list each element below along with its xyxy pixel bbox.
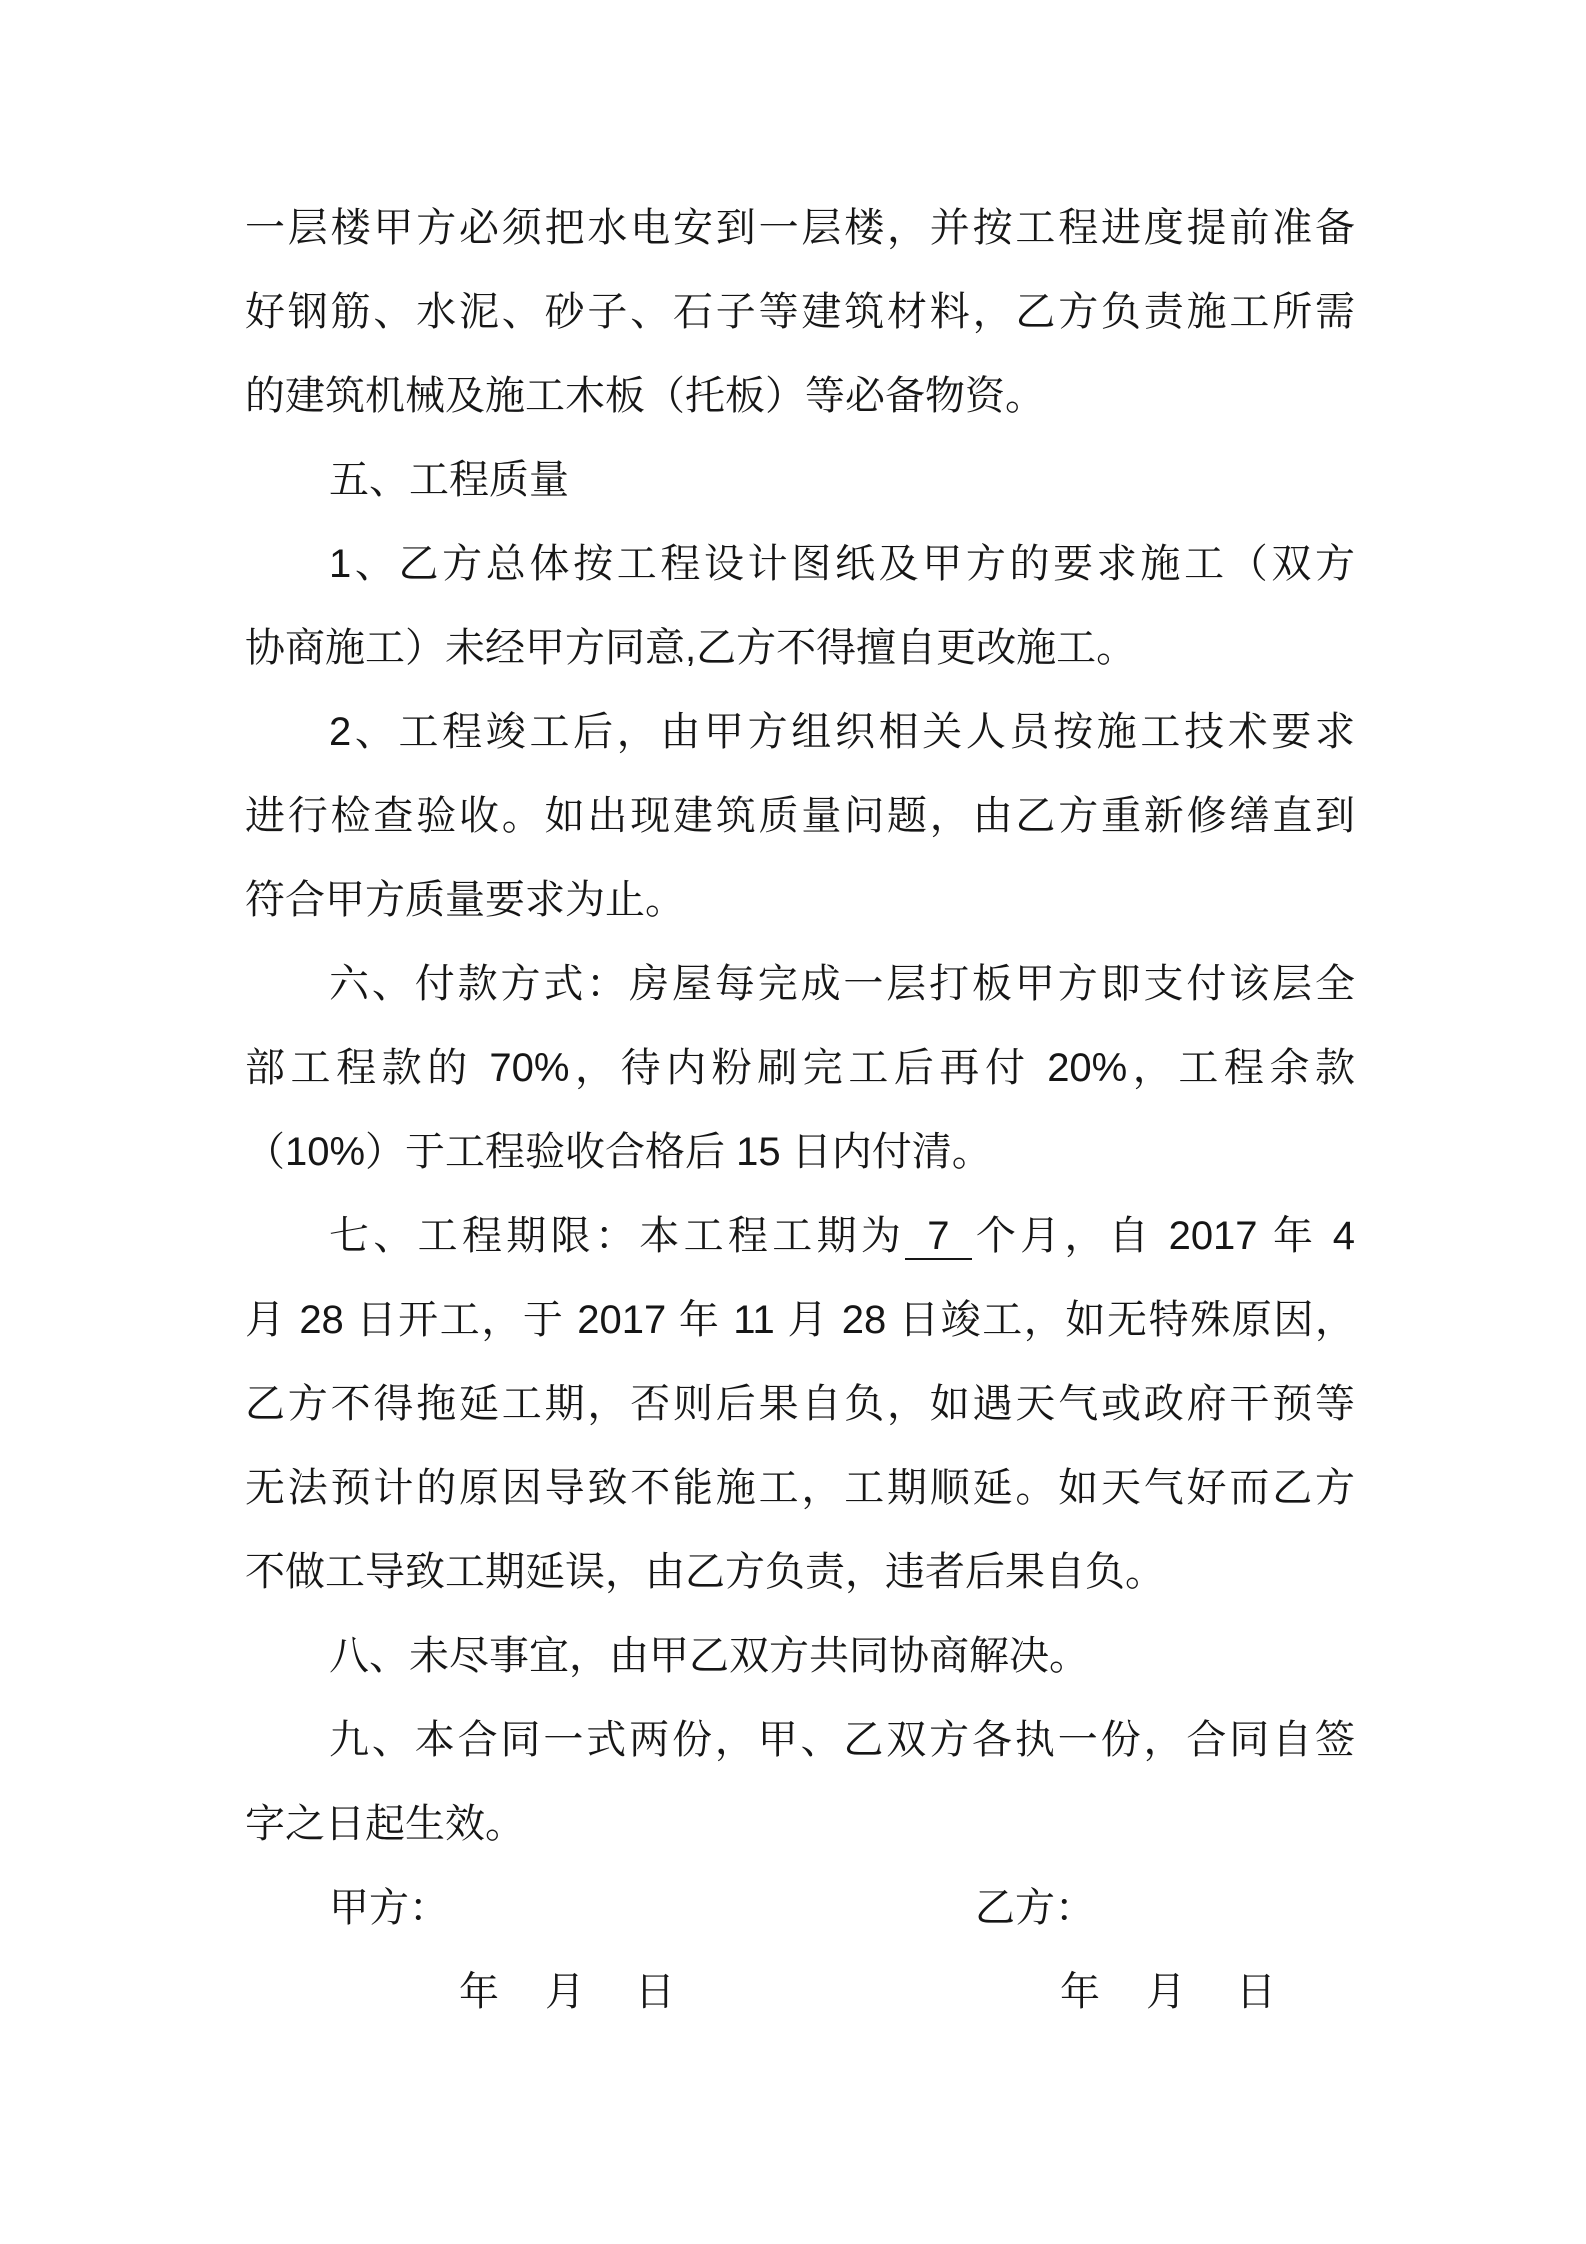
copies-section [245,1698,1355,1866]
quality-section [245,438,1355,942]
signature-block [245,1866,1355,2034]
text-line: 2、工程竣工后，由甲方组织相关人员按施工技术要求 [329,710,1355,754]
text-line: 不做工导致工期延误，由乙方负责，违者后果自负。 [245,1550,1165,1594]
party-b-date-year: 年 [1060,1970,1100,2014]
party-a-label: 甲方： [329,1886,449,1930]
quality-item-2 [245,690,1355,942]
misc-section [245,1614,1355,1698]
quality-item-1 [245,522,1355,690]
signature-row [245,1866,1355,1950]
text-line: 八、未尽事宜，由甲乙双方共同协商解决。 [329,1634,1089,1678]
party-a-date-month: 月 [545,1970,585,2014]
text-line [245,1194,1355,1278]
materials-clause [245,186,1355,438]
text-line: （10%）于工程验收合格后 15 日内付清。 [245,1130,992,1174]
text-line: 月 28 日开工，于 2017 年 11 月 28 日竣工，如无特殊原因， [245,1298,1355,1342]
schedule-suffix: 个月，自 2017 年 4 [971,1214,1356,1258]
schedule-prefix: 七、工程期限：本工程工期为 [329,1214,906,1258]
text-line: 进行检查验收。如出现建筑质量问题，由乙方重新修缮直到 [245,794,1355,838]
text-line: 符合甲方质量要求为止。 [245,878,685,922]
text-line: 六、付款方式：房屋每完成一层打板甲方即支付该层全 [329,962,1355,1006]
text-line: 的建筑机械及施工木板（托板）等必备物资。 [245,374,1045,418]
duration-months-blank: 7 [905,1214,971,1260]
date-row [245,1950,1355,2034]
text-line: 乙方不得拖延工期，否则后果自负，如遇天气或政府干预等 [245,1382,1355,1426]
text-line: 无法预计的原因导致不能施工，工期顺延。如天气好而乙方 [245,1466,1355,1510]
party-b-date-day: 日 [1236,1970,1276,2014]
text-line: 1、乙方总体按工程设计图纸及甲方的要求施工（双方 [329,542,1355,586]
text-line: 字之日起生效。 [245,1802,525,1846]
text-line: 协商施工）未经甲方同意,乙方不得擅自更改施工。 [245,626,1137,670]
party-a-date-day: 日 [635,1970,675,2014]
text-line: 部工程款的 70%，待内粉刷完工后再付 20%，工程余款 [245,1046,1355,1090]
party-b-date-month: 月 [1146,1970,1186,2014]
contract-page-body [245,186,1355,2034]
party-a-date-year: 年 [459,1970,499,2014]
text-line: 九、本合同一式两份，甲、乙双方各执一份，合同自签 [329,1718,1355,1762]
text-line: 好钢筋、水泥、砂子、石子等建筑材料，乙方负责施工所需 [245,290,1355,334]
text-line: 一层楼甲方必须把水电安到一层楼，并按工程进度提前准备 [245,206,1355,250]
schedule-section [245,1194,1355,1614]
party-b-label: 乙方： [975,1886,1095,1930]
section-heading: 五、工程质量 [329,458,569,502]
payment-section [245,942,1355,1194]
